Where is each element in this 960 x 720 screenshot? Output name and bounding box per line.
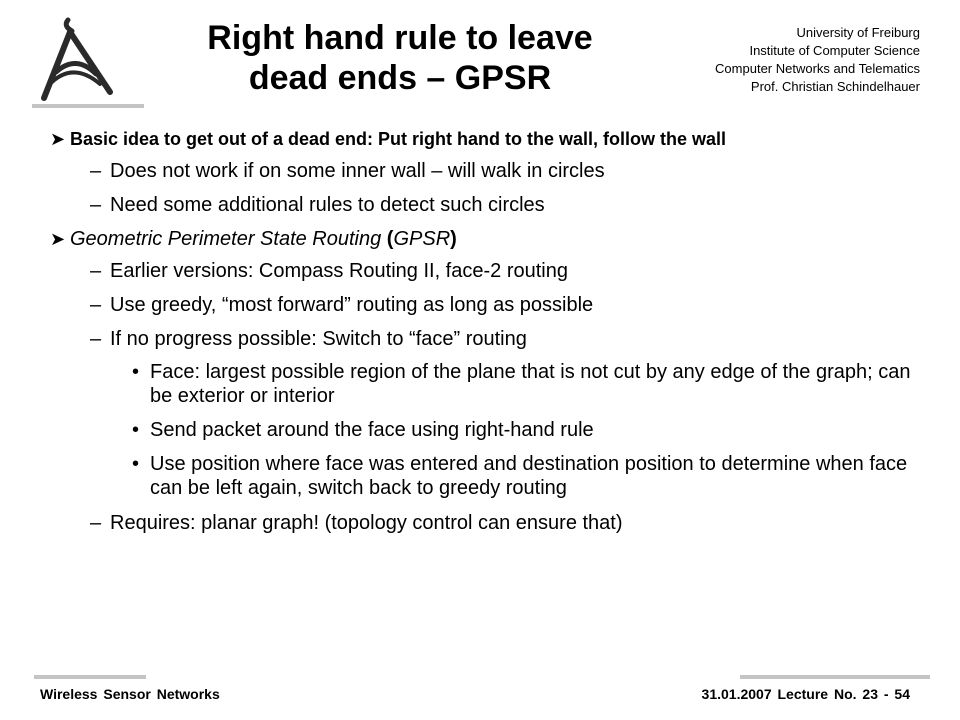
dash-marker: – (90, 260, 102, 282)
gpsr-full-name: Geometric Perimeter State Routing (70, 228, 382, 250)
arrow-bullet-icon: ➤ (50, 129, 66, 149)
sub-bullet-text: Use greedy, “most forward” routing as long as possible (110, 294, 594, 316)
face-point-text: Face: largest possible region of the plane that is not cut by any edge of the graph; can be exterior or interior (150, 361, 911, 407)
dash-marker: – (90, 328, 102, 350)
footer-course: Wireless Sensor Networks (40, 686, 220, 702)
bullet-text: Basic idea to get out of a dead end: Put right hand to the wall, follow the wall (70, 129, 727, 149)
institution-line: Computer Networks and Telematics (715, 61, 920, 76)
face-point-text: Use position where face was entered and destination position to determine when face can be left again, switch back to greedy routing (150, 453, 908, 499)
dash-marker: – (90, 294, 102, 316)
dot-marker: • (132, 453, 140, 475)
sub-bullet (50, 292, 920, 318)
bullet-gpsr (50, 226, 920, 252)
dot-marker: • (132, 419, 140, 441)
sub-bullet-text: Need some additional rules to detect such circles (110, 194, 545, 216)
sub-bullet-text: Requires: planar graph! (topology control can ensure that) (110, 512, 623, 534)
sub-bullet (50, 158, 920, 184)
sub-bullet (50, 326, 920, 352)
sub-bullet-text: If no progress possible: Switch to “face” routing (110, 328, 527, 350)
slide-title (150, 18, 650, 98)
footer-right-bar (740, 675, 930, 679)
slide-content (50, 126, 920, 544)
dash-marker: – (90, 194, 102, 216)
university-logo-icon (30, 12, 150, 112)
institution-block (715, 24, 920, 96)
institution-line: Prof. Christian Schindelhauer (750, 79, 920, 94)
footer-lecture: 31.01.2007 Lecture No. 23 - 54 (701, 686, 910, 702)
face-point (50, 418, 920, 442)
dash-marker: – (90, 512, 102, 534)
footer-left-bar (34, 675, 146, 679)
dot-marker: • (132, 361, 140, 383)
bullet-basic-idea (50, 126, 920, 152)
sub-bullet (50, 510, 920, 536)
arrow-bullet-icon: ➤ (50, 229, 66, 249)
institution-line: Institute of Computer Science (749, 43, 920, 58)
logo-underline (32, 104, 144, 108)
face-point (50, 452, 920, 500)
title-line-1: Right hand rule to leave (207, 19, 593, 57)
face-point (50, 360, 920, 408)
dash-marker: – (90, 160, 102, 182)
sub-bullet-text: Earlier versions: Compass Routing II, face-2 routing (110, 260, 568, 282)
institution-line: University of Freiburg (796, 25, 920, 40)
sub-bullet-text: Does not work if on some inner wall – will walk in circles (110, 160, 605, 182)
face-point-text: Send packet around the face using right-hand rule (150, 419, 594, 441)
sub-bullet (50, 192, 920, 218)
sub-bullet (50, 258, 920, 284)
paren-close: ) (450, 228, 457, 250)
paren-open: ( (381, 228, 394, 250)
title-line-2: dead ends – GPSR (248, 59, 552, 97)
gpsr-abbreviation: GPSR (393, 228, 451, 250)
